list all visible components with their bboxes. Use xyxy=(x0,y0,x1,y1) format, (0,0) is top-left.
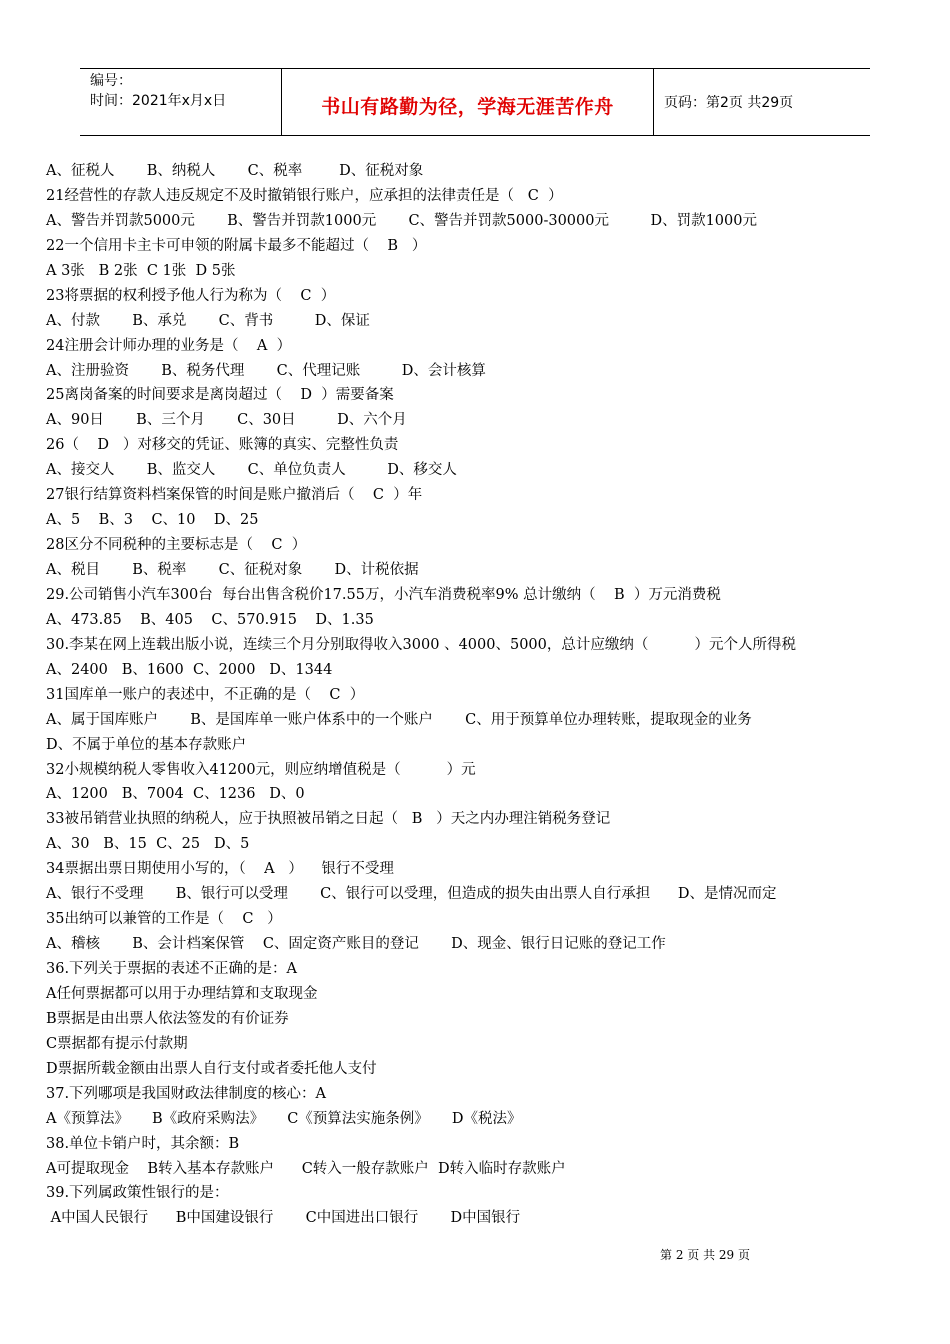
text-line: 32小规模纳税人零售收入41200元，则应纳增值税是（ ）元 xyxy=(46,761,476,778)
text-line: A、税目 B、税率 C、征税对象 D、计税依据 xyxy=(46,562,419,578)
text-line: A、1200 B、7004 C、1236 D、0 xyxy=(46,786,305,803)
text-line: 26（ D ）对移交的凭证、账簿的真实、完整性负责 xyxy=(46,437,399,454)
text-line: D、不属于单位的基本存款账户 xyxy=(46,736,247,753)
header-page-info: 页码：第2页 共29页 xyxy=(664,95,794,111)
text-line: A、注册验资 B、税务代理 C、代理记账 D、会计核算 xyxy=(46,362,486,379)
text-line: A中国人民银行 B中国建设银行 C中国进出口银行 D中国银行 xyxy=(46,1210,521,1227)
text-line: 21经营性的存款人违反规定不及时撤销银行账户，应承担的法律责任是（ C ） xyxy=(46,187,563,204)
text-line: A、5 B、3 C、10 D、25 xyxy=(46,512,259,529)
text-line: A、属于国库账户 B、是国库单一账户体系中的一个账户 C、用于预算单位办理转账，提取现金的业务 xyxy=(46,711,752,728)
header-time-label: 时间：2021年x月x日 xyxy=(90,93,227,109)
text-line: 31国库单一账户的表述中，不正确的是（ C ） xyxy=(46,686,365,703)
page-footer: 第 2 页 共 29 页 xyxy=(660,1248,750,1262)
text-line: 24注册会计师办理的业务是（ A ） xyxy=(46,337,292,354)
header-number-label: 编号： xyxy=(90,73,132,89)
text-line: 28区分不同税种的主要标志是（ C ） xyxy=(46,537,307,554)
document-body xyxy=(46,159,926,1231)
text-line: 23将票据的权利授予他人行为称为（ C ） xyxy=(46,287,336,304)
text-line: 39.下列属政策性银行的是： xyxy=(46,1185,229,1202)
text-line: A、付款 B、承兑 C、背书 D、保证 xyxy=(46,312,370,329)
text-line: C票据都有提示付款期 xyxy=(46,1035,188,1052)
text-line: 27银行结算资料档案保管的时间是账户撤消后（ C ）年 xyxy=(46,487,423,504)
text-line: A、30 B、15 C、25 D、5 xyxy=(46,836,250,853)
text-line: 22一个信用卡主卡可申领的附属卡最多不能超过（ B ） xyxy=(46,237,427,254)
text-line: A、征税人 B、纳税人 C、税率 D、征税对象 xyxy=(46,163,424,179)
text-line: A、2400 B、1600 C、2000 D、1344 xyxy=(46,661,333,678)
text-line: 34票据出票日期使用小写的，（ A ） 银行不受理 xyxy=(46,861,394,878)
header-meta xyxy=(80,69,282,135)
text-line: 25离岗备案的时间要求是离岗超过（ D ）需要备案 xyxy=(46,387,394,404)
text-line: 30.李某在网上连载出版小说，连续三个月分别取得收入3000 、4000、5000，总计应缴纳（ ）元个人所得税 xyxy=(46,636,796,653)
text-line: A、银行不受理 B、银行可以受理 C、银行可以受理，但造成的损失由出票人自行承担 D、是情况而定 xyxy=(46,886,777,903)
text-line: A、接交人 B、监交人 C、单位负责人 D、移交人 xyxy=(46,462,457,479)
header-motto: 书山有路勤为径，学海无涯苦作舟 xyxy=(282,69,654,135)
text-line: 29.公司销售小汽车300台 每台出售含税价17.55万，小汽车消费税率9% 总计缴纳（ B ）万元消费税 xyxy=(46,586,721,603)
page-header xyxy=(80,68,870,136)
text-line: 38.单位卡销户时，其余额：B xyxy=(46,1135,240,1152)
text-line: 35出纳可以兼管的工作是（ C ） xyxy=(46,911,282,928)
text-line: A任何票据都可以用于办理结算和支取现金 xyxy=(46,985,318,1002)
text-line: B票据是由出票人依法签发的有价证券 xyxy=(46,1010,289,1027)
text-line: A、90日 B、三个月 C、30日 D、六个月 xyxy=(46,412,407,429)
text-line: A可提取现金 B转入基本存款账户 C转入一般存款账户 D转入临时存款账户 xyxy=(46,1160,566,1177)
text-line: 36.下列关于票据的表述不正确的是：A xyxy=(46,961,298,977)
text-line: D票据所载金额由出票人自行支付或者委托他人支付 xyxy=(46,1060,377,1077)
text-line: A、警告并罚款5000元 B、警告并罚款1000元 C、警告并罚款5000-30000元 D、罚款1000元 xyxy=(46,212,757,229)
text-line: A《预算法》 B《政府采购法》 C《预算法实施条例》 D《税法》 xyxy=(46,1110,522,1127)
text-line: 33被吊销营业执照的纳税人，应于执照被吊销之日起（ B ）天之内办理注销税务登记 xyxy=(46,811,611,828)
text-line: 37.下列哪项是我国财政法律制度的核心：A xyxy=(46,1085,327,1102)
text-line: A、稽核 B、会计档案保管 C、固定资产账目的登记 D、现金、银行日记账的登记工作 xyxy=(46,936,666,953)
text-line: A、473.85 B、405 C、570.915 D、1.35 xyxy=(46,611,374,628)
text-line: A 3张 B 2张 C 1张 D 5张 xyxy=(46,262,236,279)
